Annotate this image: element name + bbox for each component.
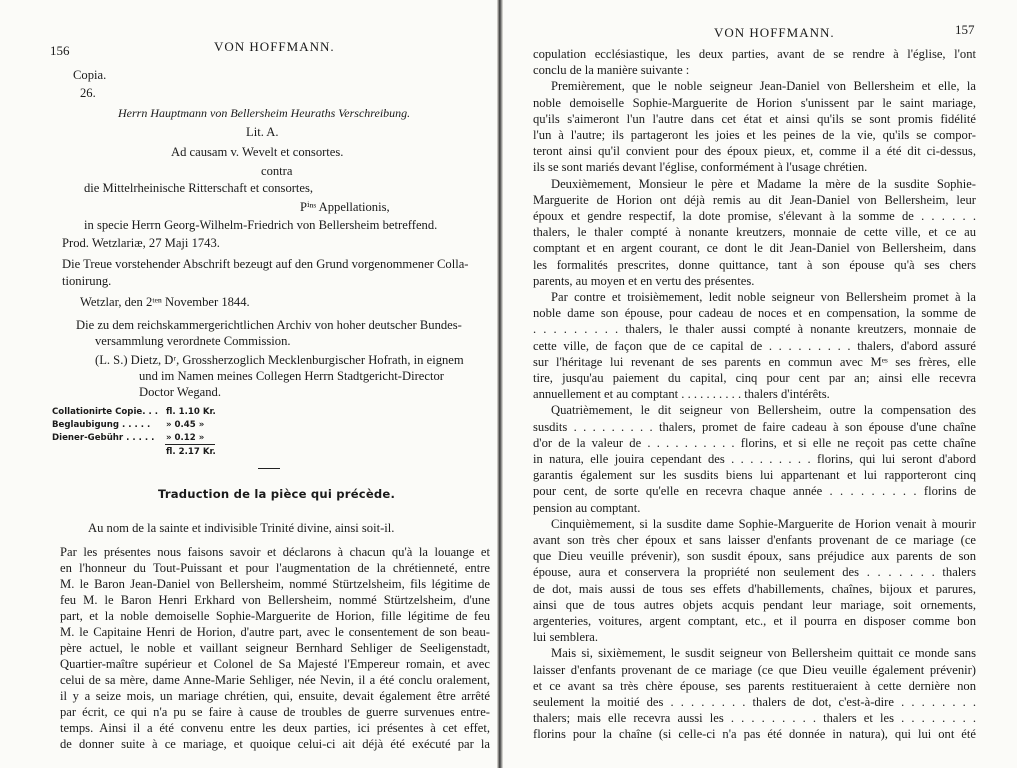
- body-line: Par les présentes nous faisons savoir et déclarons à chacun qu'à la louange et: [60, 545, 490, 559]
- body-line: sur l'héritage lui revenant de ses parents en commun avec Mᵉˢ ses frères, elle: [533, 354, 976, 369]
- body-line: ainsi que de tous autres objets acquis pendant leur mariage, soit ornements,: [533, 597, 976, 612]
- traduction-heading: Traduction de la pièce qui précède.: [158, 487, 396, 501]
- left-page: [0, 0, 500, 768]
- right-page: [503, 0, 1017, 768]
- running-head-left: VON HOFFMANN.: [214, 39, 335, 54]
- body-line: noble dame son épouse, pour cadeau de noces et en compensation, la somme de: [533, 306, 976, 321]
- body-line: d'or de la valeur de . . . . . . . . . . florins, et si elle ne reçoit pas cette chaîne: [533, 435, 976, 450]
- copia-label: Copia.: [73, 68, 107, 82]
- body-line: il y a seize mois, un mariage chrétien, qui, ensuite, devait également être arrêté: [60, 689, 490, 703]
- body-line: en l'honneur du Tout-Puissant et pour l'augmentation de la chrétienneté, entre: [60, 561, 490, 575]
- body-line: qu'ils s'aimeront l'un l'autre dans cet état et ainsi qu'ils se sont promis fidélité: [533, 111, 976, 126]
- body-line: Cinquièmement, si la susdite dame Sophie-Marguerite de Horion venait à mourir: [551, 516, 976, 531]
- wetzlar-date: Wetzlar, den 2ᵗᵉⁿ November 1844.: [80, 295, 250, 309]
- fee-total: fl. 2.17 Kr.: [166, 447, 216, 457]
- body-line: susdits . . . . . . . . . thalers, promet de faire cadeau à son épouse d'une chaîne: [533, 419, 976, 434]
- body-line: argenteries, voitures, argent comptant, etc., et il pourra en disposer comme bon: [533, 614, 976, 628]
- fee-label: Beglaubigung . . . . .: [52, 420, 151, 430]
- body-line: comptant et en argent courant, ce dont le dit Jean-Daniel von Bellersheim, dans: [533, 241, 976, 256]
- running-head-right: VON HOFFMANN.: [714, 25, 835, 40]
- body-line: Quatrièmement, le dit seigneur von Bellersheim, outre la compensation des: [551, 403, 976, 418]
- body-line: pour cent, de sorte qu'elle en recevra chaque année . . . . . . . . . florins de: [533, 484, 976, 499]
- fee-amount: » 0.45 »: [166, 420, 205, 430]
- body-line: les formalités prescrites, donne quittance, tant à son épouse qu'à ses chers: [533, 257, 976, 272]
- body-line: M. le Baron Jean-Daniel von Bellersheim, nommé Stürtzelsheim, fils légitime de: [60, 577, 490, 591]
- body-line: pension au comptant.: [533, 500, 641, 515]
- body-line: . . . . . . . . . thalers, le thaler aussi compté à nonante kreutzers, monnaie de: [533, 322, 976, 337]
- body-line: teront ainsi qu'il convient pour des époux pieux, et, comme il a été dit ci-dessus,: [533, 144, 976, 159]
- body-line: l'un à l'autre; ils partageront les joies et les peines de la vie, qu'ils se compor-: [533, 128, 976, 142]
- body-line: copulation ecclésiastique, les deux parties, avant de se rendre à l'église, l'ont: [533, 47, 976, 61]
- body-line: in natura, elle jouira cependant des . . . . . . . . . florins, qui lui seront d'abord: [533, 452, 976, 466]
- signature-line-2: und im Namen meines Collegen Herrn Stadtgericht-Director: [139, 369, 444, 383]
- body-line: père actuel, le noble et vaillant seigneur Bernhard Sehliger de Seeligenstadt,: [60, 641, 490, 655]
- body-line: de donner suite à ce mariage, et quoique celui-ci ait déjà été exécuté par la: [60, 737, 490, 751]
- body-line: et ce avant sa très chère épouse, ses parents restitueraient à cette dernière non: [533, 678, 976, 693]
- body-line: thalers, le thaler compté à nonante kreutzers, monnaie de cette ville, et ce au: [533, 225, 976, 240]
- body-line: garantis également sur les susdits biens lui appartenant et lui rapporteront cinq: [533, 468, 976, 483]
- causam-line: Ad causam v. Wevelt et consortes.: [171, 145, 344, 159]
- appellationis-line: Pⁱⁿˢ Appellationis,: [300, 200, 390, 214]
- body-line: thalers; mais elle recevra aussi les . . . . . . . . . thalers et les . . . . . . . .: [533, 711, 976, 726]
- body-line: laisser d'enfants provenant de ce mariage (ce que Dieu veuille également prévenir): [533, 662, 976, 677]
- body-line: celui de sa mère, dame Anne-Marie Sehliger, née Nevin, il a été conclu oralement,: [60, 673, 490, 687]
- body-line: tire, jusqu'au paiement du capital, cinq pour cent par an; ainsi elle recevra: [533, 371, 976, 385]
- body-line: Par contre et troisièmement, ledit noble seigneur von Bellersheim promet à la: [551, 290, 976, 304]
- body-line: conclu de la manière suivante :: [533, 63, 690, 78]
- body-line: Marguerite de Horion ont déjà remis au dit Jean-Daniel von Bellersheim, leur: [533, 192, 976, 207]
- fee-label: Diener-Gebühr . . . . .: [52, 433, 155, 443]
- fee-sum-rule: [165, 444, 215, 445]
- document-number: 26.: [80, 86, 96, 100]
- body-line: époux et gendre respectif, la dote promise, s'élevant à la somme de . . . . . .: [533, 209, 976, 223]
- treue-line-2: tionirung.: [62, 274, 112, 288]
- ritterschaft-line: die Mittelrheinische Ritterschaft et consortes,: [84, 181, 314, 195]
- body-line: avant son très cher époux et sans laisser d'enfants provenant de ce mariage (ce: [533, 533, 976, 547]
- body-line: ils se sont mariés devant l'église, conformément à l'usage chrétien.: [533, 160, 868, 175]
- body-line: noble demoiselle Sophie-Marguerite de Horion s'unissent par le saint mariage,: [533, 95, 976, 110]
- treue-line-1: Die Treue vorstehender Abschrift bezeugt auf den Grund vorgenommener Colla-: [62, 257, 469, 271]
- page-number-right: 157: [955, 22, 975, 37]
- body-line: temps. Ainsi il a été convenu entre les deux parties, ici présentes à cet effet,: [60, 721, 490, 735]
- archiv-line-2: versammlung verordnete Commission.: [95, 334, 291, 348]
- body-line: Quartier-maître supérieur et Colonel de Sa Majesté l'Empereur romain, et avec: [60, 657, 490, 671]
- body-line: parents, au moyen et en vertu des présentes.: [533, 273, 755, 288]
- body-line: part, et la noble demoiselle Sophie-Marguerite de Horion, fille légitime de feu: [60, 609, 490, 623]
- body-line: feu M. le Baron Henri Erkhard von Bellersheim, nommé Stürtzelsheim, d'une: [60, 593, 490, 607]
- fee-amount: fl. 1.10 Kr.: [166, 407, 216, 417]
- body-line: Au nom de la sainte et indivisible Trinité divine, ainsi soit-il.: [88, 521, 395, 535]
- body-line: seulement la moitié des . . . . . . . . thalers de dot, c'est-à-dire . . . . . . . .: [533, 695, 976, 709]
- body-line: de dot, mais aussi de tous ses effets d'habillements, chaînes, bijoux et parures,: [533, 581, 976, 596]
- lit-label: Lit. A.: [246, 125, 279, 139]
- body-line: que Dieu veuille prévenir), son susdit époux, sans préjudice aux parents de son: [533, 549, 976, 564]
- body-line: par écrit, ce qui n'a pu se faire à cause de troubles de guerre survenues entre-: [60, 705, 490, 719]
- section-divider: [258, 468, 280, 469]
- body-line: Mais si, sixièmement, le susdit seigneur von Bellersheim quittait ce monde sans: [551, 646, 976, 661]
- body-line: annuellement et au comptant . . . . . . . . . . thalers d'intérêts.: [533, 387, 830, 402]
- body-line: épouse, aura et conservera la propriété non seulement des . . . . . . . thalers: [533, 565, 976, 580]
- in-specie-line: in specie Herrn Georg-Wilhelm-Friedrich von Bellersheim betreffend.: [84, 218, 438, 232]
- page-number-left: 156: [50, 43, 70, 58]
- fee-label: Collationirte Copie. . .: [52, 407, 159, 417]
- document-title: Herrn Hauptmann von Bellersheim Heuraths Verschreibung.: [118, 106, 411, 120]
- body-line: Premièrement, que le noble seigneur Jean-Daniel von Bellersheim et elle, la: [551, 79, 976, 94]
- archiv-line-1: Die zu dem reichskammergerichtlichen Archiv von hoher deutscher Bundes-: [76, 318, 462, 332]
- prod-line: Prod. Wetzlariæ, 27 Maji 1743.: [62, 236, 220, 250]
- body-line: florins pour la chaîne (si celle-ci n'a pas été donnée in natura), qui lui ont été: [533, 727, 976, 742]
- contra-line: contra: [261, 164, 293, 178]
- fee-amount: » 0.12 »: [166, 433, 205, 443]
- body-line: Deuxièmement, Monsieur le père et Madame la mère de la susdite Sophie-: [551, 176, 976, 191]
- signature-line-1: (L. S.) Dietz, Dʳ, Grossherzoglich Mecklenburgischer Hofrath, in eignem: [95, 353, 464, 367]
- body-line: cette ville, de façon que de ce capital de . . . . . . . . . thalers, d'abord assuré: [533, 338, 976, 353]
- body-line: lui semblera.: [533, 630, 599, 645]
- body-line: M. le Capitaine Henri de Horion, d'autre part, avec le consentement de son beau-: [60, 625, 490, 639]
- signature-line-3: Doctor Wegand.: [139, 385, 221, 399]
